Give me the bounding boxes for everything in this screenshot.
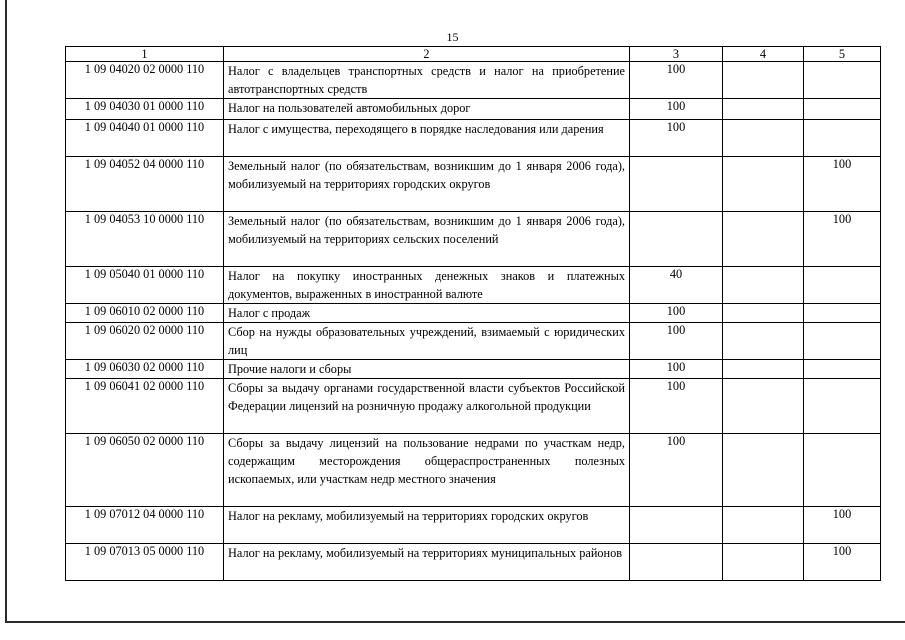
share-cell-col4 bbox=[723, 507, 804, 544]
revenue-code-cell: 1 09 06041 02 0000 110 bbox=[66, 379, 224, 434]
share-cell-col4 bbox=[723, 379, 804, 434]
revenue-distribution-table bbox=[65, 46, 881, 581]
share-cell-col3 bbox=[630, 507, 723, 544]
share-cell-col4 bbox=[723, 212, 804, 267]
table-row bbox=[66, 99, 881, 120]
share-cell-col3 bbox=[630, 544, 723, 581]
share-cell-col5: 100 bbox=[804, 507, 881, 544]
revenue-code-cell: 1 09 05040 01 0000 110 bbox=[66, 267, 224, 304]
column-number-header: 5 bbox=[804, 47, 881, 62]
revenue-name-cell: Налог на рекламу, мобилизуемый на территориях городских округов bbox=[224, 507, 630, 544]
share-cell-col5: 100 bbox=[804, 212, 881, 267]
column-number-header: 2 bbox=[224, 47, 630, 62]
revenue-name-cell: Земельный налог (по обязательствам, возникшим до 1 января 2006 года), мобилизуемый на территориях сельских поселений bbox=[224, 212, 630, 267]
revenue-code-cell: 1 09 06050 02 0000 110 bbox=[66, 434, 224, 507]
revenue-code-cell: 1 09 06010 02 0000 110 bbox=[66, 304, 224, 323]
share-cell-col4 bbox=[723, 304, 804, 323]
revenue-name-cell: Налог с продаж bbox=[224, 304, 630, 323]
revenue-code-cell: 1 09 07013 05 0000 110 bbox=[66, 544, 224, 581]
revenue-name-cell: Налог с имущества, переходящего в порядке наследования или дарения bbox=[224, 120, 630, 157]
share-cell-col3: 100 bbox=[630, 304, 723, 323]
page-number: 15 bbox=[446, 30, 459, 44]
column-number-header: 4 bbox=[723, 47, 804, 62]
revenue-code-cell: 1 09 06020 02 0000 110 bbox=[66, 323, 224, 360]
revenue-name-cell: Сбор на нужды образовательных учреждений, взимаемый с юридических лиц bbox=[224, 323, 630, 360]
share-cell-col5: 100 bbox=[804, 544, 881, 581]
share-cell-col3: 100 bbox=[630, 62, 723, 99]
share-cell-col3 bbox=[630, 157, 723, 212]
share-cell-col4 bbox=[723, 120, 804, 157]
revenue-name-cell: Налог на покупку иностранных денежных знаков и платежных документов, выраженных в иностранной валюте bbox=[224, 267, 630, 304]
share-cell-col5 bbox=[804, 99, 881, 120]
scan-edge-left bbox=[5, 0, 7, 622]
table-row bbox=[66, 62, 881, 99]
share-cell-col5 bbox=[804, 379, 881, 434]
table-row bbox=[66, 267, 881, 304]
revenue-name-cell: Налог с владельцев транспортных средств и налог на приобретение автотранспортных средств bbox=[224, 62, 630, 99]
table-row bbox=[66, 323, 881, 360]
share-cell-col4 bbox=[723, 544, 804, 581]
share-cell-col5 bbox=[804, 323, 881, 360]
table-row bbox=[66, 360, 881, 379]
revenue-code-cell: 1 09 04052 04 0000 110 bbox=[66, 157, 224, 212]
table-row bbox=[66, 304, 881, 323]
revenue-code-cell: 1 09 04020 02 0000 110 bbox=[66, 62, 224, 99]
column-number-header: 1 bbox=[66, 47, 224, 62]
revenue-name-cell: Налог на пользователей автомобильных дорог bbox=[224, 99, 630, 120]
share-cell-col3: 100 bbox=[630, 120, 723, 157]
share-cell-col4 bbox=[723, 157, 804, 212]
revenue-code-cell: 1 09 04053 10 0000 110 bbox=[66, 212, 224, 267]
share-cell-col3: 40 bbox=[630, 267, 723, 304]
revenue-name-cell: Прочие налоги и сборы bbox=[224, 360, 630, 379]
share-cell-col3: 100 bbox=[630, 323, 723, 360]
revenue-name-cell: Сборы за выдачу лицензий на пользование недрами по участкам недр, содержащим месторождения общераспространенных полезных ископаемых, или участкам недр местного значения bbox=[224, 434, 630, 507]
share-cell-col3: 100 bbox=[630, 99, 723, 120]
share-cell-col5 bbox=[804, 62, 881, 99]
share-cell-col4 bbox=[723, 267, 804, 304]
share-cell-col5 bbox=[804, 360, 881, 379]
table-row bbox=[66, 434, 881, 507]
revenue-code-cell: 1 09 07012 04 0000 110 bbox=[66, 507, 224, 544]
table-row bbox=[66, 120, 881, 157]
share-cell-col3 bbox=[630, 212, 723, 267]
revenue-name-cell: Налог на рекламу, мобилизуемый на территориях муниципальных районов bbox=[224, 544, 630, 581]
column-number-row bbox=[66, 47, 881, 62]
scan-edge-bottom bbox=[5, 621, 905, 623]
share-cell-col5 bbox=[804, 267, 881, 304]
table-row bbox=[66, 212, 881, 267]
revenue-code-cell: 1 09 06030 02 0000 110 bbox=[66, 360, 224, 379]
share-cell-col3: 100 bbox=[630, 434, 723, 507]
column-number-header: 3 bbox=[630, 47, 723, 62]
share-cell-col4 bbox=[723, 360, 804, 379]
table-row bbox=[66, 507, 881, 544]
share-cell-col4 bbox=[723, 62, 804, 99]
share-cell-col5: 100 bbox=[804, 157, 881, 212]
share-cell-col3: 100 bbox=[630, 379, 723, 434]
revenue-name-cell: Земельный налог (по обязательствам, возникшим до 1 января 2006 года), мобилизуемый на территориях городских округов bbox=[224, 157, 630, 212]
revenue-code-cell: 1 09 04040 01 0000 110 bbox=[66, 120, 224, 157]
table-row bbox=[66, 379, 881, 434]
share-cell-col4 bbox=[723, 434, 804, 507]
share-cell-col4 bbox=[723, 99, 804, 120]
revenue-name-cell: Сборы за выдачу органами государственной власти субъектов Российской Федерации лицензий на розничную продажу алкогольной продукции bbox=[224, 379, 630, 434]
table-row bbox=[66, 544, 881, 581]
share-cell-col5 bbox=[804, 434, 881, 507]
table-row bbox=[66, 157, 881, 212]
share-cell-col5 bbox=[804, 120, 881, 157]
share-cell-col5 bbox=[804, 304, 881, 323]
share-cell-col4 bbox=[723, 323, 804, 360]
revenue-code-cell: 1 09 04030 01 0000 110 bbox=[66, 99, 224, 120]
share-cell-col3: 100 bbox=[630, 360, 723, 379]
